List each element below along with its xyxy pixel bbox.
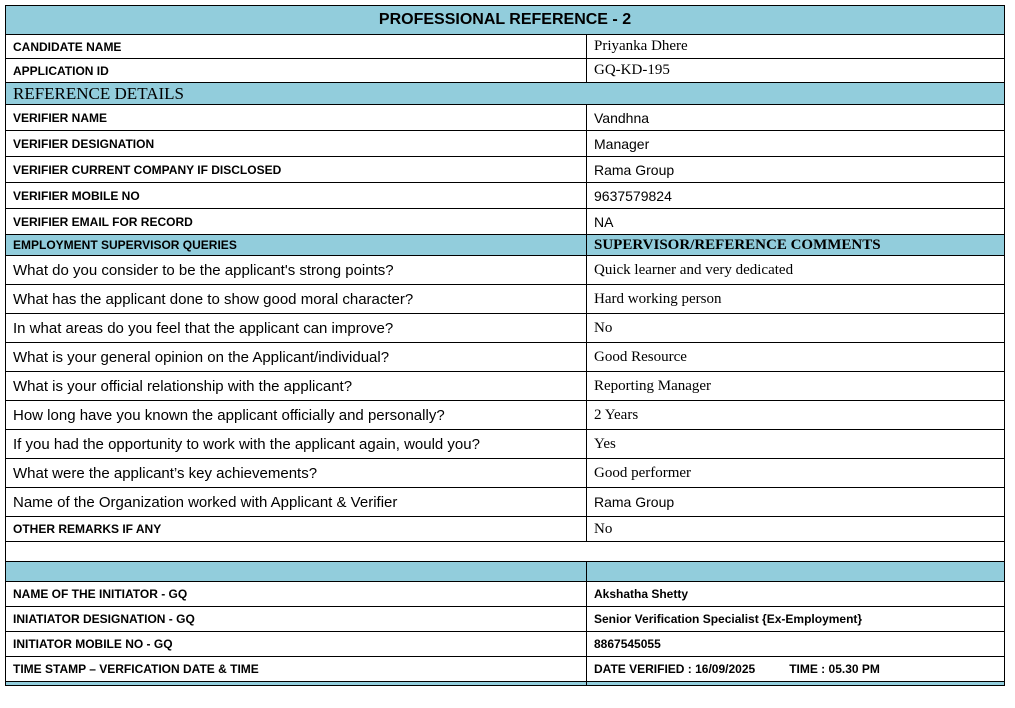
verifier-name-value: Vandhna xyxy=(587,105,1005,131)
verifier-designation-label: VERIFIER DESIGNATION xyxy=(6,131,587,157)
query-row xyxy=(6,401,1005,430)
query-answer: Yes xyxy=(587,430,1005,459)
verifier-company-label: VERIFIER CURRENT COMPANY IF DISCLOSED xyxy=(6,157,587,183)
query-answer: Good performer xyxy=(587,459,1005,488)
query-row xyxy=(6,314,1005,343)
initiator-designation-value: Senior Verification Specialist {Ex-Employment} xyxy=(587,607,1005,632)
query-answer: Reporting Manager xyxy=(587,372,1005,401)
query-question: What is your official relationship with the applicant? xyxy=(6,372,587,401)
candidate-name-row xyxy=(6,35,1005,59)
verifier-row xyxy=(6,209,1005,235)
bottom-strip-row xyxy=(6,682,1005,686)
organization-row xyxy=(6,488,1005,517)
queries-header-label: EMPLOYMENT SUPERVISOR QUERIES xyxy=(6,235,587,256)
query-answer: Hard working person xyxy=(587,285,1005,314)
application-id-row xyxy=(6,59,1005,83)
query-row xyxy=(6,372,1005,401)
query-question: If you had the opportunity to work with the applicant again, would you? xyxy=(6,430,587,459)
verifier-email-label: VERIFIER EMAIL FOR RECORD xyxy=(6,209,587,235)
comments-header-label: SUPERVISOR/REFERENCE COMMENTS xyxy=(587,235,1005,256)
initiator-header-row xyxy=(6,562,1005,582)
query-question: In what areas do you feel that the applicant can improve? xyxy=(6,314,587,343)
query-row xyxy=(6,285,1005,314)
query-row xyxy=(6,430,1005,459)
query-question: How long have you known the applicant officially and personally? xyxy=(6,401,587,430)
reference-section-row xyxy=(6,83,1005,105)
page-title: PROFESSIONAL REFERENCE - 2 xyxy=(6,6,1005,35)
query-row xyxy=(6,256,1005,285)
application-id-label: APPLICATION ID xyxy=(6,59,587,83)
application-id-value: GQ-KD-195 xyxy=(587,59,1005,83)
verifier-mobile-value: 9637579824 xyxy=(587,183,1005,209)
blank-row xyxy=(6,542,1005,562)
query-question: What were the applicant’s key achievements? xyxy=(6,459,587,488)
initiator-row xyxy=(6,607,1005,632)
verifier-row xyxy=(6,105,1005,131)
initiator-mobile-label: INITIATOR MOBILE NO - GQ xyxy=(6,632,587,657)
verifier-email-value: NA xyxy=(587,209,1005,235)
initiator-row xyxy=(6,582,1005,607)
query-row xyxy=(6,343,1005,372)
initiator-designation-label: INIATIATOR DESIGNATION - GQ xyxy=(6,607,587,632)
verifier-name-label: VERIFIER NAME xyxy=(6,105,587,131)
query-question: What has the applicant done to show good moral character? xyxy=(6,285,587,314)
verifier-designation-value: Manager xyxy=(587,131,1005,157)
initiator-header-right xyxy=(587,562,1005,582)
verifier-row xyxy=(6,131,1005,157)
queries-header-row xyxy=(6,235,1005,256)
query-question: What do you consider to be the applicant's strong points? xyxy=(6,256,587,285)
reference-form-table xyxy=(5,5,1005,686)
timestamp-value xyxy=(587,657,1005,682)
time-verified: TIME : 05.30 PM xyxy=(789,662,880,676)
query-answer: No xyxy=(587,314,1005,343)
timestamp-label: TIME STAMP – VERFICATION DATE & TIME xyxy=(6,657,587,682)
candidate-name-value: Priyanka Dhere xyxy=(587,35,1005,59)
organization-value: Rama Group xyxy=(587,488,1005,517)
bottom-strip-right xyxy=(587,682,1005,686)
query-answer: 2 Years xyxy=(587,401,1005,430)
initiator-name-value: Akshatha Shetty xyxy=(587,582,1005,607)
query-row xyxy=(6,459,1005,488)
initiator-mobile-value: 8867545055 xyxy=(587,632,1005,657)
initiator-row xyxy=(6,632,1005,657)
other-remarks-value: No xyxy=(587,517,1005,542)
query-question: What is your general opinion on the Applicant/individual? xyxy=(6,343,587,372)
initiator-header-left xyxy=(6,562,587,582)
query-answer: Quick learner and very dedicated xyxy=(587,256,1005,285)
initiator-name-label: NAME OF THE INITIATOR - GQ xyxy=(6,582,587,607)
query-answer: Good Resource xyxy=(587,343,1005,372)
title-row xyxy=(6,6,1005,35)
candidate-name-label: CANDIDATE NAME xyxy=(6,35,587,59)
organization-label: Name of the Organization worked with Applicant & Verifier xyxy=(6,488,587,517)
verifier-row xyxy=(6,157,1005,183)
date-verified: DATE VERIFIED : 16/09/2025 xyxy=(594,662,756,676)
verifier-company-value: Rama Group xyxy=(587,157,1005,183)
other-remarks-label: OTHER REMARKS IF ANY xyxy=(6,517,587,542)
bottom-strip-left xyxy=(6,682,587,686)
verifier-row xyxy=(6,183,1005,209)
timestamp-row xyxy=(6,657,1005,682)
verifier-mobile-label: VERIFIER MOBILE NO xyxy=(6,183,587,209)
reference-section-heading: REFERENCE DETAILS xyxy=(6,83,1005,105)
other-remarks-row xyxy=(6,517,1005,542)
blank-cell xyxy=(6,542,1005,562)
